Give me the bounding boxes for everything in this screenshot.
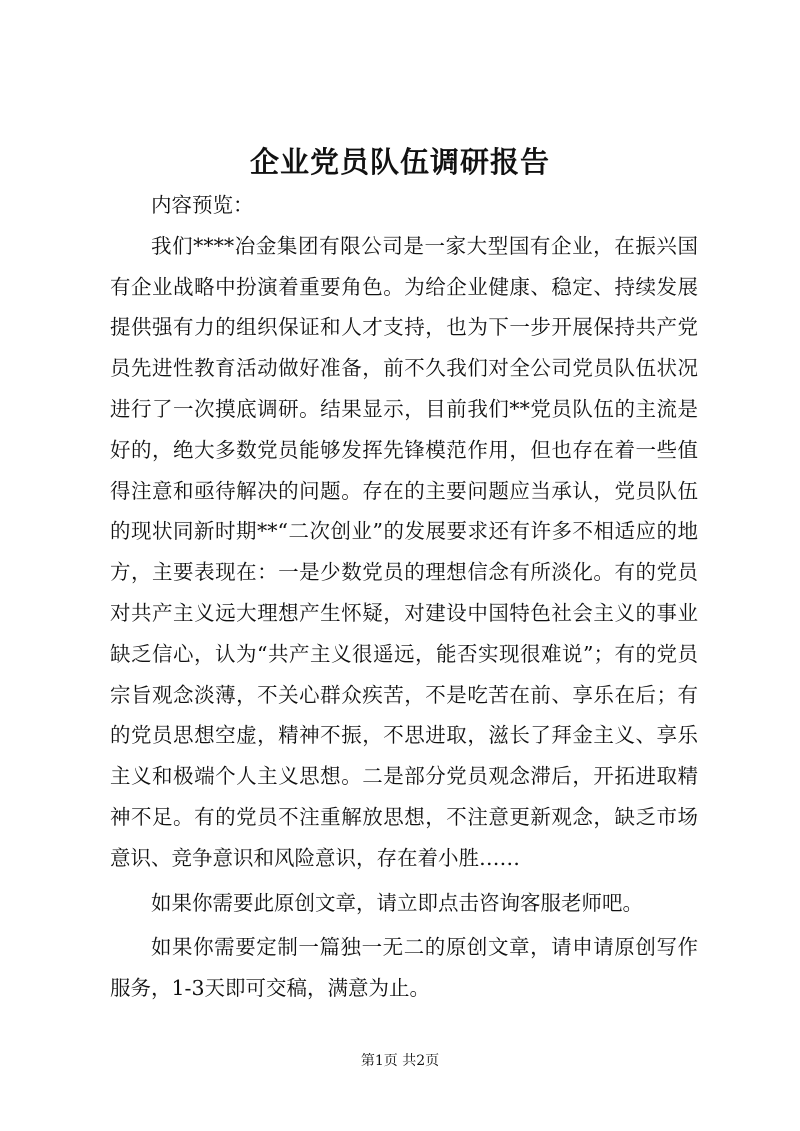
contact-line: 如果你需要此原创文章，请立即点击咨询客服老师吧。 bbox=[151, 890, 643, 915]
document-title: 企业党员队伍调研报告 bbox=[249, 145, 550, 179]
page-number: 第1页 共2页 bbox=[360, 1053, 440, 1069]
preview-label: 内容预览： bbox=[151, 193, 254, 217]
main-paragraph: 我们****冶金集团有限公司是一家大型国有企业，在振兴国有企业战略中扮演着重要角色。为给企业健康、稳定、持续发展提供强有力的组织保证和人才支持，也为下一步开展保持共产党员先进性教育活动做好准备，前不久我们对全公司党员队伍状况进行了一次摸底调研。结果显示，目前我们**党员队伍的主流是好的，绝大多数党员能够发挥先锋模范作用，但也存在着一些值得注意和亟待解决的问题。存在的主要问题应当承认，党员队伍的现状同新时期**“二次创业”的发展要求还有许多不相适应的地方，主要表现在：一是少数党员的理想信念有所淡化。有的党员对共产主义远大理想产生怀疑，对建设中国特色社会主义的事业缺乏信心，认为“共产主义很遥远，能否实现很难说”；有的党员宗旨观念淡薄，不关心群众疾苦，不是吃苦在前、享乐在后；有的党员思想空虚，精神不振，不思进取，滋长了拜金主义、享乐主义和极端个人主义思想。二是部分党员观念滞后，开拓进取精神不足。有的党员不注重解放思想，不注意更新观念，缺乏市场意识、竞争意识和风险意识，存在着小胜…… bbox=[110, 233, 698, 870]
document-body bbox=[110, 185, 698, 1009]
custom-service-line: 如果你需要定制一篇独一无二的原创文章，请申请原创写作服务，1-3天即可交稿，满意为止。 bbox=[110, 935, 698, 1001]
